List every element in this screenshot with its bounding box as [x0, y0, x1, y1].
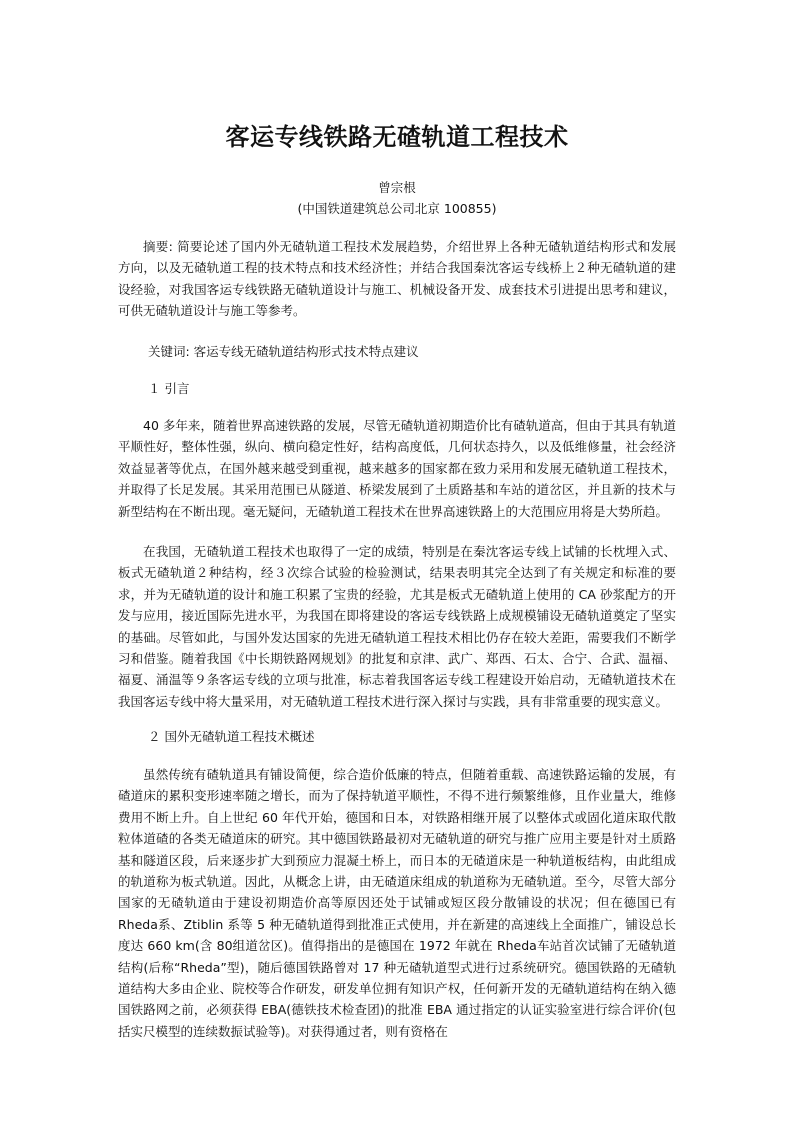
section-1-heading: １ 引言 — [148, 381, 190, 396]
keywords-text: 关键词: 客运专线无碴轨道结构形式技术特点建议 — [148, 344, 419, 359]
abstract-block — [118, 236, 676, 322]
section-1-paragraph-1-block — [118, 415, 676, 522]
section-2-heading-block — [118, 726, 676, 747]
abstract-text: 摘要: 简要论述了国内外无碴轨道工程技术发展趋势，介绍世界上各种无碴轨道结构形式和发展方向，以及无碴轨道工程的技术特点和技术经济性；并结合我国秦沈客运专线桥上２种无碴轨道的建设经验，对我国客运专线铁路无碴轨道设计与施工、机械设备开发、成套技术引进提出思考和建议，可供无碴轨道设计与施工等参考。 — [118, 239, 676, 319]
section-2-paragraph-1-block — [118, 764, 676, 1042]
section-2-paragraph-1: 虽然传统有碴轨道具有铺设简便，综合造价低廉的特点，但随着重载、高速铁路运输的发展，有碴道床的累积变形速率随之增长，而为了保持轨道平顺性，不得不进行频繁维修，且作业量大，维修费用不断上升。自上世纪 60 年代开始，德国和日本，对铁路相继开展了以整体式或固化道床取代散粒体道碴的各类无碴道床的研究。其中德国铁路最初对无碴轨道的研究与推广应用主要是针对土质路基和隧道区段，后来逐步扩大到预应力混凝土桥上，而日本的无碴道床是一种轨道板结构，由此组成的轨道称为板式轨道。因此，从概念上讲，由无碴道床组成的轨道称为无碴轨道。至今，尽管大部分国家的无碴轨道由于建设初期造价高等原因还处于试铺或短区段分散铺设的状况；但在德国已有 Rheda系、Ztiblin 系等 5 种无碴轨道得到批准正式使用，并在新建的高速线上全面推广，铺设总长度达 660 km(含 80组道岔区)。值得指出的是德国在 1972 年就在 Rheda车站首次试铺了无碴轨道结构(后称“Rheda”型)，随后德国铁路曾对 17 种无碴轨道型式进行过系统研究。德国铁路的无碴轨道结构大多由企业、院校等合作研发，研发单位拥有知识产权，任何新开发的无碴轨道结构在纳入德国铁路网之前，必须获得 EBA(德铁技术检查团)的批准 EBA 通过指定的认证实验室进行综合评价(包括实尺模型的连续数振试验等)。对获得通过者，则有资格在 — [118, 767, 676, 1039]
author-affiliation: (中国铁道建筑总公司北京 100855) — [297, 201, 497, 216]
section-1-heading-block — [118, 378, 676, 399]
section-2-heading: ２ 国外无碴轨道工程技术概述 — [148, 729, 315, 744]
author-name: 曾宗根 — [378, 180, 416, 195]
section-1-paragraph-2: 在我国，无碴轨道工程技术也取得了一定的成绩，特别是在秦沈客运专线上试铺的长枕埋入式、板式无碴轨道２种结构，经３次综合试验的检验测试，结果表明其完全达到了有关规定和标准的要求，并为无碴轨道的设计和施工积累了宝贵的经验，尤其是板式无碴轨道上使用的 CA 砂浆配方的开发与应用，接近国际先进水平，为我国在即将建设的客运专线铁路上成规模铺设无碴轨道奠定了坚实的基础。尽管如此，与国外发达国家的先进无碴轨道工程技术相比仍存在较大差距，需要我们不断学习和借鉴。随着我国《中长期铁路网规划》的批复和京津、武广、郑西、石太、合宁、合武、温福、福夏、涌温等９条客运专线的立项与批准，标志着我国客运专线工程建设开始启动，无碴轨道技术在我国客运专线中将大量采用，对无碴轨道工程技术进行深入探讨与实践，具有非常重要的现实意义。 — [118, 544, 676, 709]
section-1-paragraph-1: 40 多年来，随着世界高速铁路的发展，尽管无碴轨道初期造价比有碴轨道高，但由于其具有轨道平顺性好，整体性强，纵向、横向稳定性好，结构高度低，几何状态持久，以及低维修量，社会经济效益显著等优点，在国外越来越受到重视，越来越多的国家都在致力采用和发展无碴轨道工程技术，并取得了长足发展。其采用范围已从隧道、桥梁发展到了土质路基和车站的道岔区，并且新的技术与新型结构在不断出现。毫无疑问，无碴轨道工程技术在世界高速铁路上的大范围应用将是大势所趋。 — [118, 418, 676, 519]
document-title: 客运专线铁路无碴轨道工程技术 — [225, 123, 569, 151]
section-1-paragraph-2-block — [118, 541, 676, 712]
keywords-block — [118, 341, 676, 362]
